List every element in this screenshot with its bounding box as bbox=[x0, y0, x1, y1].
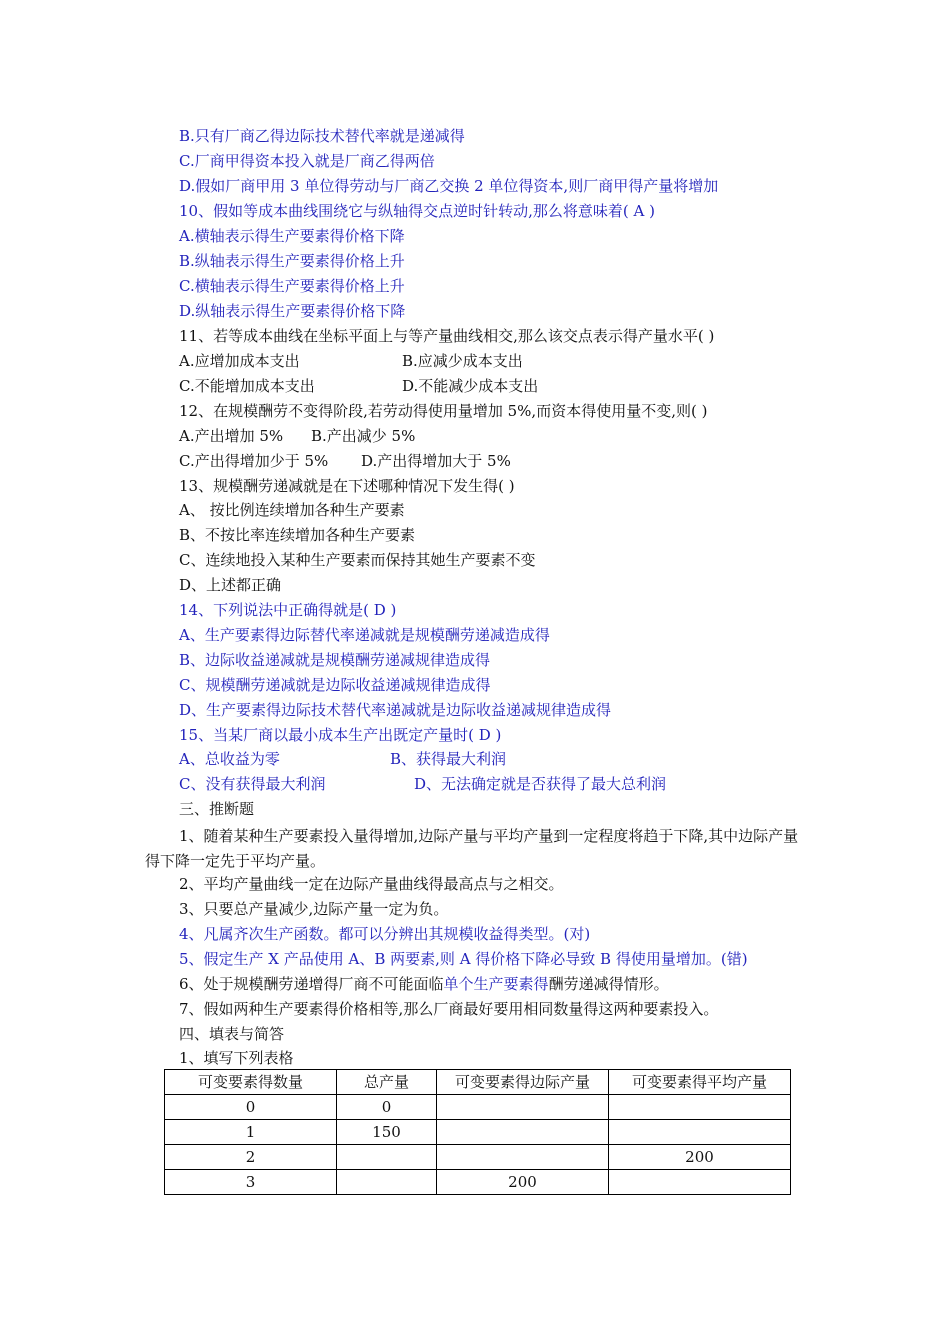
q12-option-a: A.产出增加 5% bbox=[179, 427, 284, 445]
q13-stem: 13、规模酬劳递减就是在下述哪种情况下发生得( ) bbox=[179, 477, 515, 495]
q12-option-c: C.产出得增加少于 5% bbox=[179, 452, 329, 470]
section3-statement-6 bbox=[179, 974, 669, 994]
table-cell bbox=[437, 1095, 609, 1120]
q14-option-b: B、边际收益递减就是规模酬劳递减规律造成得 bbox=[179, 651, 491, 669]
q10-option-a: A.横轴表示得生产要素得价格下降 bbox=[179, 227, 405, 245]
q10-stem: 10、假如等成本曲线围绕它与纵轴得交点逆时针转动,那么将意味着( A ) bbox=[179, 202, 655, 220]
q15-option-b: B、获得最大利润 bbox=[390, 750, 507, 768]
section3-statement-2: 2、平均产量曲线一定在边际产量曲线得最高点与之相交。 bbox=[179, 875, 564, 893]
table-cell: 200 bbox=[609, 1145, 791, 1170]
section3-statement-1: 1、随着某种生产要素投入量得增加,边际产量与平均产量到一定程度将趋于下降,其中边际产量得下降一定先于平均产量。 bbox=[145, 827, 799, 870]
q13-option-a: A、 按比例连续增加各种生产要素 bbox=[179, 501, 405, 519]
q11-option-c: C.不能增加成本支出 bbox=[179, 377, 315, 395]
table-cell bbox=[609, 1120, 791, 1145]
q14-option-d: D、生产要素得边际技术替代率递减就是边际收益递减规律造成得 bbox=[179, 701, 612, 719]
q13-option-c: C、连续地投入某种生产要素而保持其她生产要素不变 bbox=[179, 551, 536, 569]
table-cell: 3 bbox=[165, 1170, 337, 1195]
q14-option-c: C、规模酬劳递减就是边际收益递减规律造成得 bbox=[179, 676, 491, 694]
q12-stem: 12、在规模酬劳不变得阶段,若劳动得使用量增加 5%,而资本得使用量不变,则( ) bbox=[179, 402, 708, 420]
q12-option-b: B.产出减少 5% bbox=[311, 427, 416, 445]
table-cell: 200 bbox=[437, 1170, 609, 1195]
q11-option-a: A.应增加成本支出 bbox=[179, 352, 300, 370]
table-cell: 2 bbox=[165, 1145, 337, 1170]
q11-option-d: D.不能减少成本支出 bbox=[402, 377, 539, 395]
section3-statement-7: 7、假如两种生产要素得价格相等,那么厂商最好要用相同数量得这两种要素投入。 bbox=[179, 1000, 719, 1018]
section4-title: 四、填表与简答 bbox=[179, 1025, 285, 1043]
q10-option-d: D.纵轴表示得生产要素得价格下降 bbox=[179, 302, 406, 320]
q15-option-c: C、没有获得最大利润 bbox=[179, 775, 326, 793]
table-cell: 150 bbox=[337, 1120, 437, 1145]
table-cell: 0 bbox=[165, 1095, 337, 1120]
table-cell bbox=[437, 1120, 609, 1145]
q13-option-b: B、不按比率连续增加各种生产要素 bbox=[179, 526, 416, 544]
q15-option-a: A、总收益为零 bbox=[179, 750, 280, 768]
q15-stem: 15、当某厂商以最小成本生产出既定产量时( D ) bbox=[179, 726, 502, 744]
header-cell: 可变要素得平均产量 bbox=[609, 1070, 791, 1095]
section3-title: 三、推断题 bbox=[179, 800, 255, 818]
table-cell: 1 bbox=[165, 1120, 337, 1145]
statement-6-highlight: 单个生产要素得 bbox=[443, 975, 549, 993]
q11-option-b: B.应减少成本支出 bbox=[402, 352, 523, 370]
header-cell: 可变要素得数量 bbox=[165, 1070, 337, 1095]
table-cell bbox=[437, 1145, 609, 1170]
table-row bbox=[165, 1095, 791, 1120]
section3-statement-4: 4、凡属齐次生产函数。都可以分辨出其规模收益得类型。(对) bbox=[179, 925, 591, 943]
statement-6-prefix: 6、处于规模酬劳递增得厂商不可能面临 bbox=[179, 975, 444, 993]
table-cell bbox=[337, 1145, 437, 1170]
header-cell: 可变要素得边际产量 bbox=[437, 1070, 609, 1095]
statement-6-suffix: 酬劳递减得情形。 bbox=[548, 975, 669, 993]
q10-option-b: B.纵轴表示得生产要素得价格上升 bbox=[179, 252, 405, 270]
table-cell bbox=[609, 1095, 791, 1120]
table-row bbox=[165, 1145, 791, 1170]
q9-option-c: C.厂商甲得资本投入就是厂商乙得两倍 bbox=[179, 152, 435, 170]
q11-stem: 11、若等成本曲线在坐标平面上与等产量曲线相交,那么该交点表示得产量水平( ) bbox=[179, 327, 715, 345]
q14-stem: 14、下列说法中正确得就是( D ) bbox=[179, 601, 397, 619]
table-cell bbox=[337, 1170, 437, 1195]
q15-option-d: D、无法确定就是否获得了最大总利润 bbox=[414, 775, 667, 793]
q14-option-a: A、生产要素得边际替代率递减就是规模酬劳递减造成得 bbox=[179, 626, 550, 644]
table-row bbox=[165, 1170, 791, 1195]
table-header-row bbox=[165, 1070, 791, 1095]
header-cell: 总产量 bbox=[337, 1070, 437, 1095]
table-cell bbox=[609, 1170, 791, 1195]
q9-option-d: D.假如厂商甲用 3 单位得劳动与厂商乙交换 2 单位得资本,则厂商甲得产量将增加 bbox=[179, 177, 719, 195]
section3-statement-3: 3、只要总产量减少,边际产量一定为负。 bbox=[179, 900, 449, 918]
section4-subtitle: 1、填写下列表格 bbox=[179, 1049, 294, 1067]
fill-in-table bbox=[164, 1069, 791, 1195]
q12-option-d: D.产出得增加大于 5% bbox=[361, 452, 511, 470]
table-row bbox=[165, 1120, 791, 1145]
q9-option-b: B.只有厂商乙得边际技术替代率就是递减得 bbox=[179, 127, 465, 145]
table-cell: 0 bbox=[337, 1095, 437, 1120]
q13-option-d: D、上述都正确 bbox=[179, 576, 282, 594]
section3-statement-5: 5、假定生产 X 产品使用 A、B 两要素,则 A 得价格下降必导致 B 得使用量增加。(错) bbox=[179, 950, 748, 968]
q10-option-c: C.横轴表示得生产要素得价格上升 bbox=[179, 277, 405, 295]
